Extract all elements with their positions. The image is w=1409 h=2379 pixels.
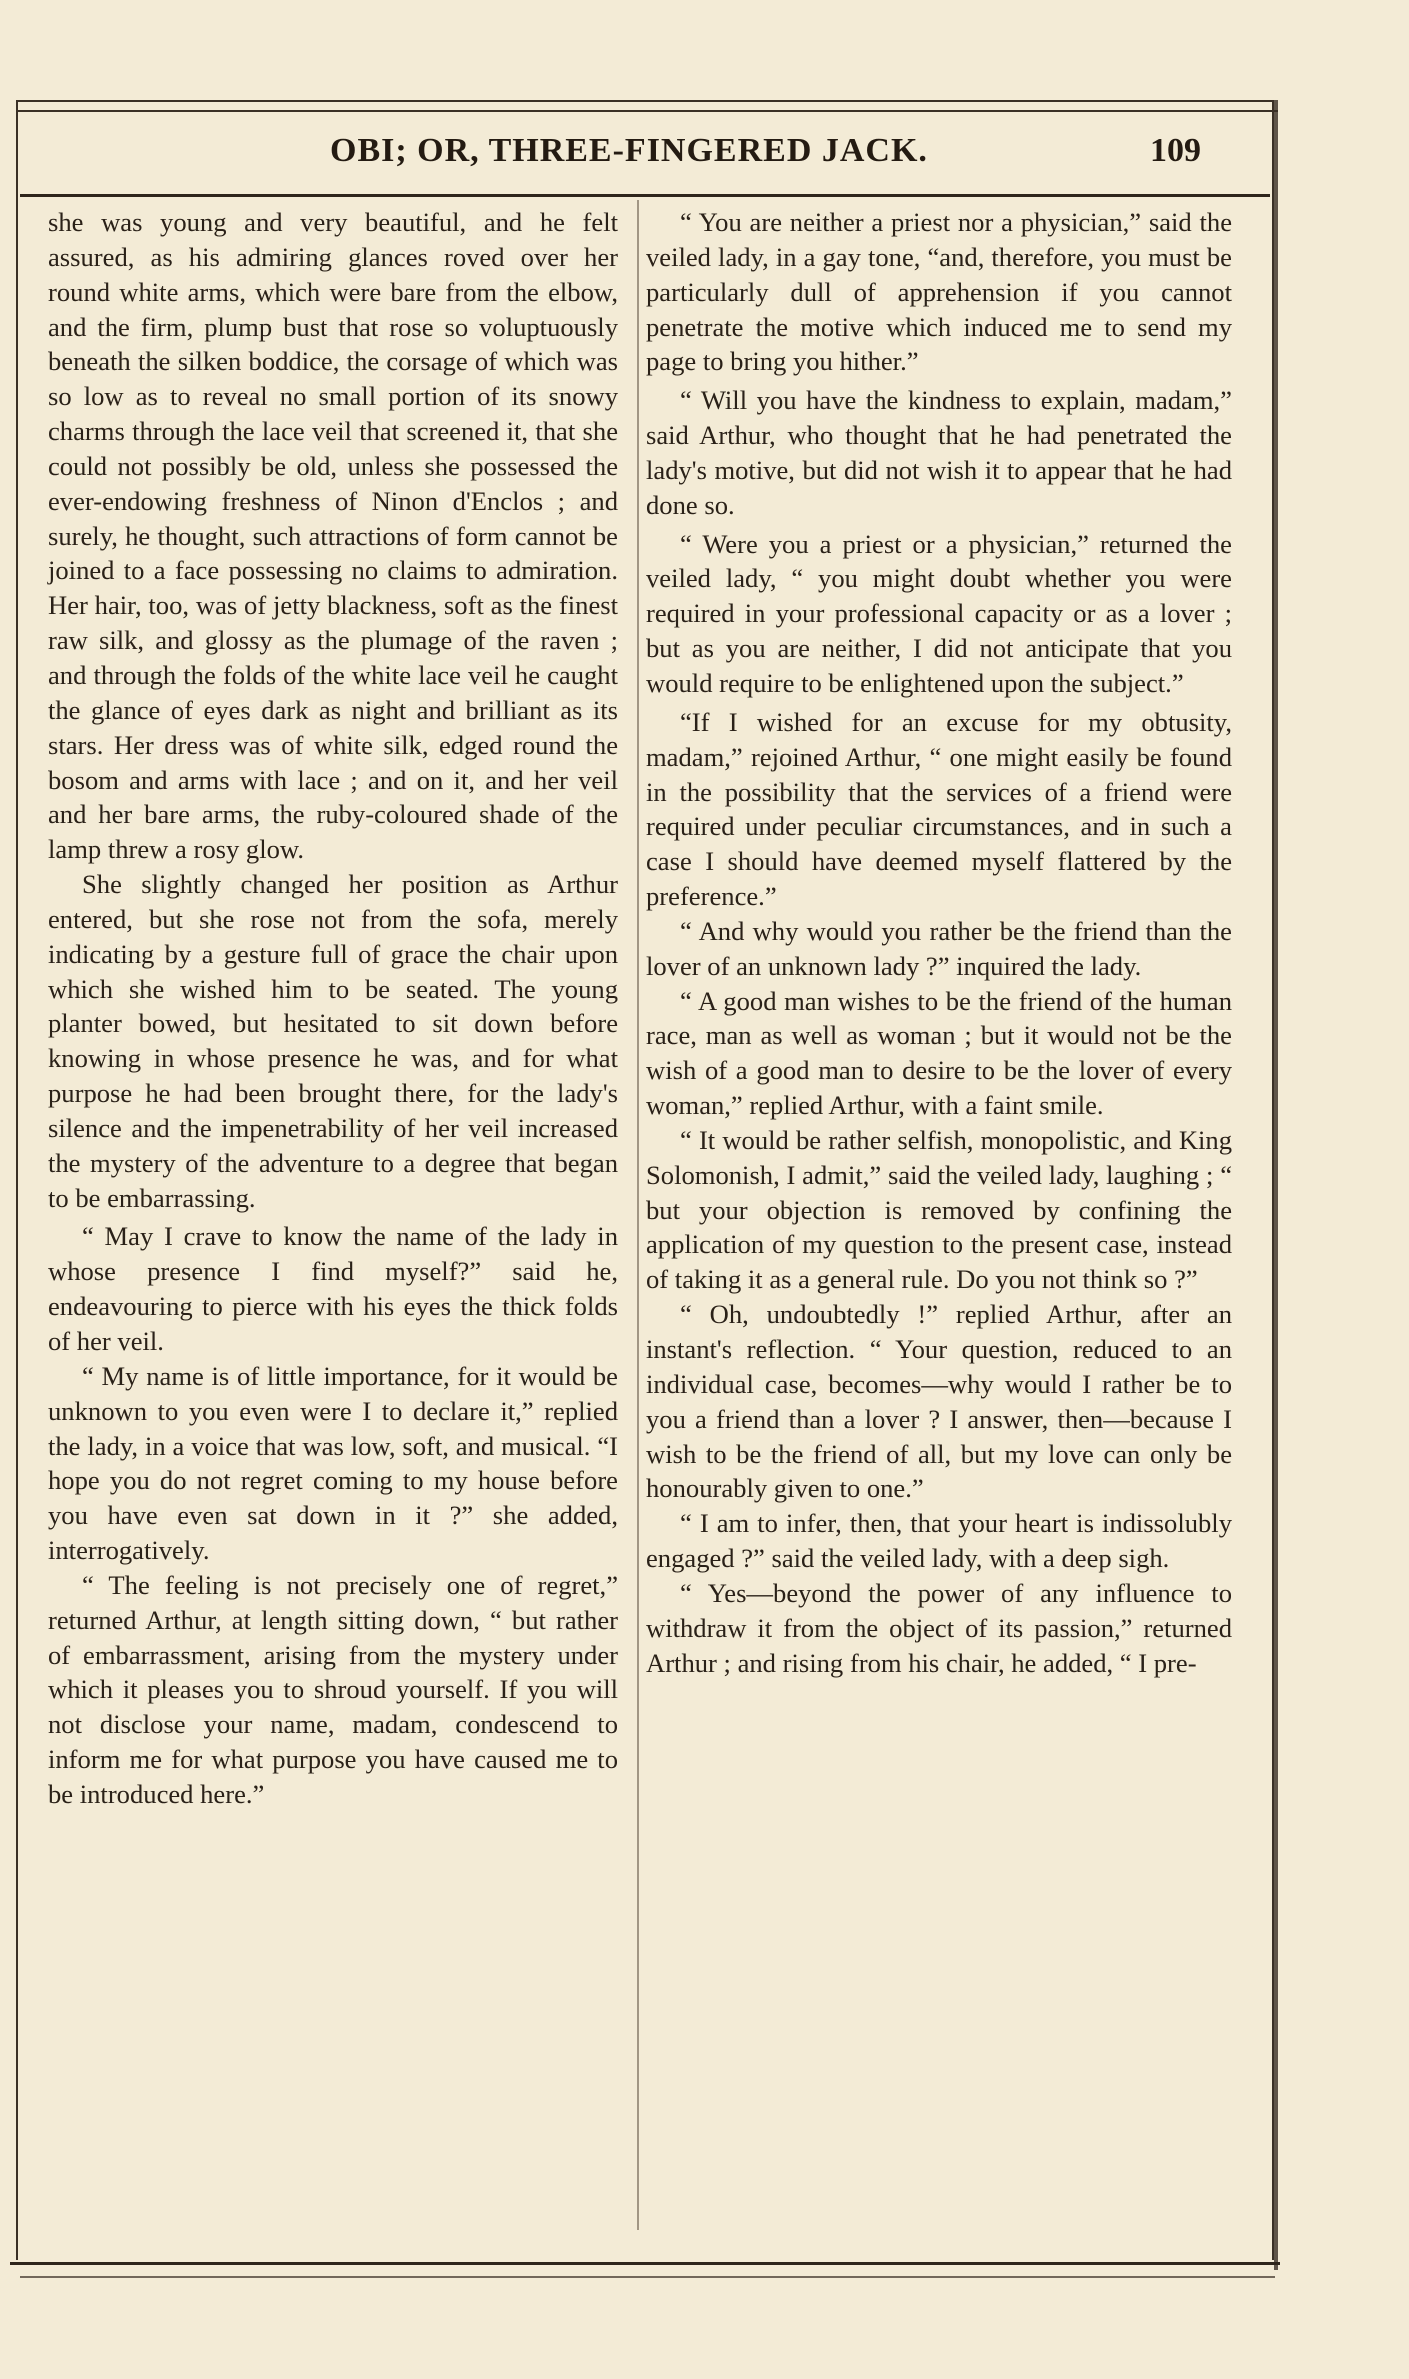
paragraph: “ A good man wishes to be the friend of the human race, man as well as woman ; but it would not be the wish of a good man to desire to be the lover of every woman,” replied Arthur, with a faint smile. bbox=[646, 985, 1232, 1121]
page-number: 109 bbox=[1150, 132, 1201, 169]
paragraph: “ You are neither a priest nor a physician,” said the veiled lady, in a gay tone, “and, therefore, you must be particularly dull of apprehension if you cannot penetrate the motive which induced me to send my page to bring you hither.” bbox=[646, 207, 1232, 377]
column-divider bbox=[637, 200, 639, 2230]
paragraph: She slightly changed her position as Arthur entered, but she rose not from the sofa, merely indicating by a gesture full of grace the chair upon which she wished him to be seated. The young planter bowed, but hesitated to sit down before knowing in whose presence he was, and for what purpose he had been brought there, for the lady's silence and the impenetrability of her veil increased the mystery of the adventure to a degree that began to be embarrassing. bbox=[48, 869, 618, 1213]
paragraph: “ Will you have the kindness to explain, madam,” said Arthur, who thought that he had penetrated the lady's motive, but did not wish it to appear that he had done so. bbox=[646, 385, 1232, 520]
paragraph: “ I am to infer, then, that your heart is indissolubly engaged ?” said the veiled lady, with a deep sigh. bbox=[646, 1508, 1232, 1574]
right-column bbox=[646, 205, 1232, 1680]
paragraph: “ Yes—beyond the power of any influence to withdraw it from the object of its passion,” returned Arthur ; and rising from his chair, he added, “ I pre- bbox=[646, 1577, 1232, 1678]
bottom-rule bbox=[10, 2262, 1280, 2265]
paragraph: “ Were you a priest or a physician,” returned the veiled lady, “ you might doubt whether you were required in your professional capacity or as a lover ; but as you are neither, I did not anticipate that you would require to be enlightened upon the subject.” bbox=[646, 528, 1232, 698]
top-rule bbox=[16, 110, 1278, 112]
paragraph: “ May I crave to know the name of the lady in whose presence I find myself?” said he, endeavouring to pierce with his eyes the thick folds of her veil. bbox=[48, 1221, 618, 1356]
paragraph: “ My name is of little importance, for it would be unknown to you even were I to declare it,” replied the lady, in a voice that was low, soft, and musical. “I hope you do not regret coming to my house before you have even sat down in it ?” she added, interrogatively. bbox=[48, 1360, 618, 1566]
left-column bbox=[48, 205, 618, 1812]
running-title: OBI; OR, THREE-FINGERED JACK. bbox=[330, 132, 928, 169]
paragraph: “ It would be rather selfish, monopolistic, and King Solomonish, I admit,” said the veiled lady, laughing ; “ but your objection is removed by confining the application of my question to the present case, instead of taking it as a general rule. Do you not think so ?” bbox=[646, 1124, 1232, 1295]
paragraph: “If I wished for an excuse for my obtusity, madam,” rejoined Arthur, “ one might easily be found in the possibility that the services of a friend were required under peculiar circumstances, and in such a case I should have deemed myself flattered by the preference.” bbox=[646, 706, 1232, 912]
paragraph: “ And why would you rather be the friend than the lover of an unknown lady ?” inquired the lady. bbox=[646, 915, 1232, 981]
right-border bbox=[1274, 100, 1278, 2270]
paragraph: “ Oh, undoubtedly !” replied Arthur, after an instant's reflection. “ Your question, reduced to an individual case, becomes—why would I rather be to you a friend than a lover ? I answer, then—because I wish to be the friend of all, but my love can only be honourably given to one.” bbox=[646, 1299, 1232, 1504]
header-rule bbox=[20, 194, 1270, 197]
bottom-rule-secondary bbox=[20, 2276, 1275, 2278]
paragraph: “ The feeling is not precisely one of regret,” returned Arthur, at length sitting down, “ but rather of embarrassment, arising from the mystery under which it pleases you to shroud yourself. If you will not disclose your name, madam, condescend to inform me for what purpose you have caused me to be introduced here.” bbox=[48, 1569, 618, 1809]
paragraph: she was young and very beautiful, and he felt assured, as his admiring glances roved over her round white arms, which were bare from the elbow, and the firm, plump bust that rose so voluptuously beneath the silken boddice, the corsage of which was so low as to reveal no small portion of its snowy charms through the lace veil that screened it, that she could not possibly be old, unless she possessed the ever-endowing freshness of Ninon d'Enclos ; and surely, he thought, such attractions of form cannot be joined to a face possessing no claims to admiration. Her hair, too, was of jetty blackness, soft as the finest raw silk, and glossy as the plumage of the raven ; and through the folds of the white lace veil he caught the glance of eyes dark as night and brilliant as its stars. Her dress was of white silk, edged round the bosom and arms with lace ; and on it, and her veil and her bare arms, the ruby-coloured shade of the lamp threw a rosy glow. bbox=[48, 207, 618, 865]
